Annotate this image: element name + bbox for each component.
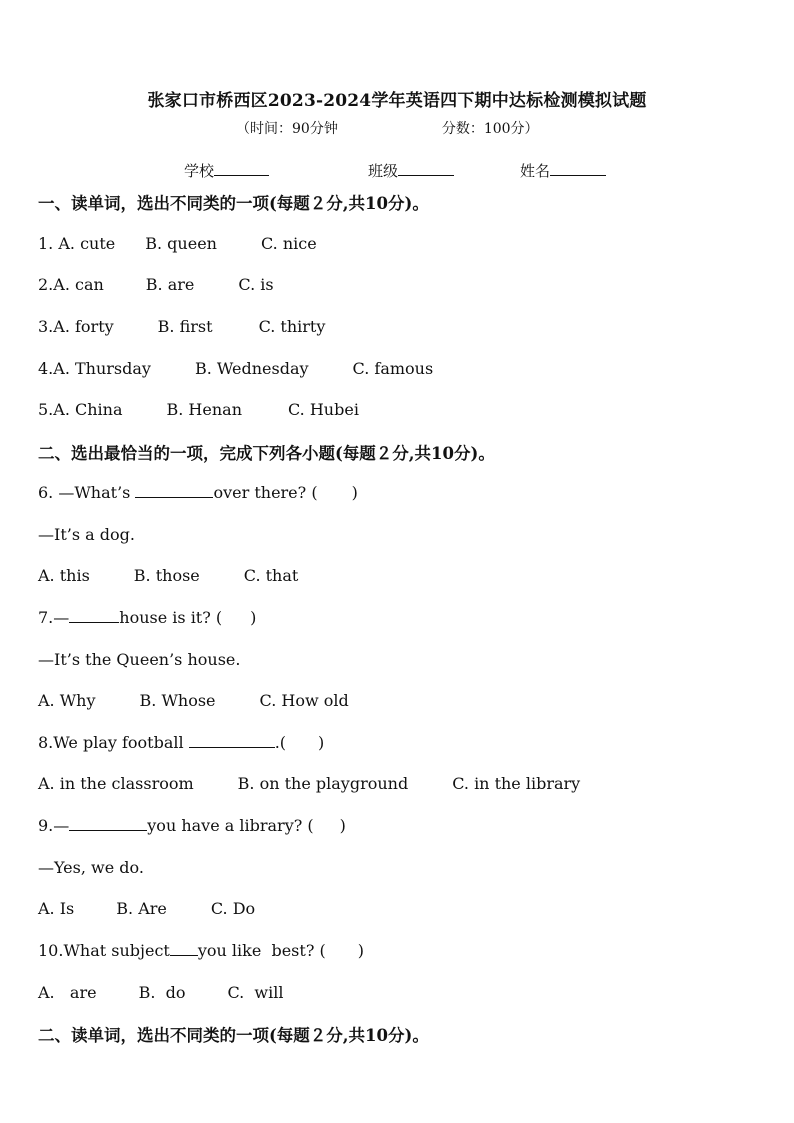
section-1-heading: 一、读单词，选出不同类的一项(每题２分,共10分)。	[38, 194, 429, 213]
q5-option-c: C. Hubei	[288, 400, 359, 419]
exam-time: （时间：90分钟	[236, 121, 338, 137]
q2-option-b: B. are	[145, 275, 195, 294]
question-1	[38, 234, 317, 253]
q7-options	[38, 691, 349, 710]
q2-option-a: 2.A. can	[38, 275, 104, 294]
q4-option-c: C. famous	[352, 359, 434, 378]
q10-option-b: B. do	[138, 983, 186, 1002]
exam-score: 分数：100分）	[441, 121, 539, 137]
q6-option-b: B. those	[133, 566, 200, 585]
q8-answer-blank[interactable]	[189, 733, 275, 748]
q3-option-a: 3.A. forty	[38, 317, 114, 336]
q6-option-c: C. that	[243, 566, 299, 585]
q5-option-b: B. Henan	[166, 400, 242, 419]
q9-option-c: C. Do	[210, 899, 256, 918]
q2-option-c: C. is	[238, 275, 274, 294]
question-8: 8.We play football .( )	[38, 733, 325, 752]
q9-option-b: B. Are	[116, 899, 167, 918]
q10-option-a: A. are	[38, 983, 97, 1002]
q8-option-b: B. on the playground	[237, 774, 409, 793]
q4-option-a: 4.A. Thursday	[38, 359, 151, 378]
school-blank[interactable]	[214, 160, 269, 176]
q1-option-b: B. queen	[145, 234, 217, 253]
q6-response: —It’s a dog.	[38, 525, 135, 544]
class-field[interactable]	[368, 160, 454, 181]
q1-option-c: C. nice	[260, 234, 317, 253]
question-3	[38, 317, 325, 336]
q8-option-a: A. in the classroom	[38, 774, 194, 793]
question-10: 10.What subject you like best? ( )	[38, 941, 364, 960]
name-field[interactable]	[520, 160, 606, 181]
q7-response: —It’s the Queen’s house.	[38, 650, 241, 669]
section-2-heading: 二、选出最恰当的一项，完成下列各小题(每题２分,共10分)。	[38, 444, 495, 463]
q8-option-c: C. in the library	[452, 774, 581, 793]
q9-option-a: A. Is	[38, 899, 75, 918]
q9-response: —Yes, we do.	[38, 858, 144, 877]
q6-options	[38, 566, 298, 585]
class-blank[interactable]	[398, 160, 454, 176]
q10-answer-blank[interactable]	[170, 941, 198, 956]
q8-options	[38, 774, 580, 793]
name-label: 姓名	[520, 162, 551, 180]
q10-option-c: C. will	[227, 983, 284, 1002]
q10-options	[38, 983, 283, 1002]
name-blank[interactable]	[550, 160, 606, 176]
question-4	[38, 359, 433, 378]
q7-option-c: C. How old	[259, 691, 349, 710]
q4-option-b: B. Wednesday	[194, 359, 309, 378]
q9-answer-blank[interactable]	[69, 816, 147, 831]
q3-option-b: B. first	[157, 317, 213, 336]
q7-option-b: B. Whose	[139, 691, 216, 710]
question-5	[38, 400, 359, 419]
q9-options	[38, 899, 255, 918]
exam-meta	[236, 118, 539, 138]
q5-option-a: 5.A. China	[38, 400, 123, 419]
question-2	[38, 275, 274, 294]
q1-option-a: 1. A. cute	[38, 234, 116, 253]
class-label: 班级	[368, 162, 399, 180]
question-7: 7.— house is it? ( )	[38, 608, 257, 627]
section-3-heading: 二、读单词，选出不同类的一项(每题２分,共10分)。	[38, 1026, 429, 1045]
q6-option-a: A. this	[38, 566, 90, 585]
question-9: 9.— you have a library? ( )	[38, 816, 346, 835]
school-field[interactable]	[184, 160, 269, 181]
school-label: 学校	[184, 162, 215, 180]
q7-option-a: A. Why	[38, 691, 96, 710]
q3-option-c: C. thirty	[258, 317, 326, 336]
page-title: 张家口市桥西区2023-2024学年英语四下期中达标检测模拟试题	[147, 91, 647, 111]
q7-answer-blank[interactable]	[69, 608, 119, 623]
q6-answer-blank[interactable]	[135, 483, 213, 498]
question-6: 6. —What’s over there? ( )	[38, 483, 358, 502]
